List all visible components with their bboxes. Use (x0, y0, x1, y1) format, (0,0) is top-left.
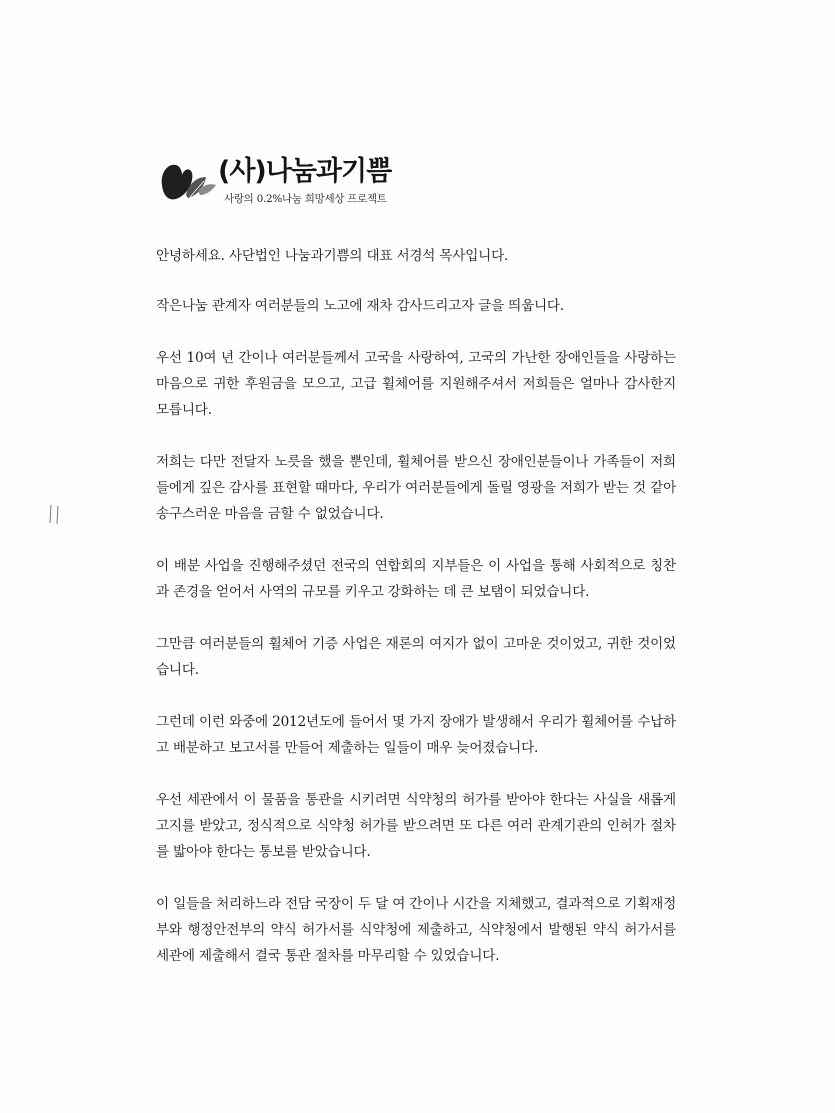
letter-paragraph: 우선 10여 년 간이나 여러분들께서 고국을 사랑하여, 고국의 가난한 장애인들을 사랑하는 마음으로 귀한 후원금을 모으고, 고급 휠체어를 지원해주셔서 저희들은 얼마나 감사한지 모릅니다. (156, 350, 676, 418)
greeting-paragraph: 안녕하세요. 사단법인 나눔과기쁨의 대표 서경석 목사입니다. (156, 248, 509, 264)
letter-paragraph: 이 배분 사업을 진행해주셨던 전국의 연합회의 지부들은 이 사업을 통해 사회적으로 칭찬과 존경을 얻어서 사역의 규모를 키우고 강화하는 데 큰 보탬이 되었습니다. (156, 558, 676, 600)
organization-name: (사)나눔과기쁨 (218, 156, 392, 187)
letter-paragraph: 그런데 이런 와중에 2012년도에 들어서 몇 가지 장애가 발생해서 우리가 휠체어를 수납하고 배분하고 보고서를 만들어 제출하는 일들이 매우 늦어졌습니다. (156, 714, 676, 756)
pen-mark-icon (46, 503, 66, 525)
letter-body (156, 243, 676, 995)
letter-paragraph: 우선 세관에서 이 물품을 통관을 시키려면 식약청의 허가를 받아야 한다는 사실을 새롭게 고지를 받았고, 정식적으로 식약청 허가를 받으려면 또 다른 여러 관계기관의 인허가 절차를 밟아야 한다는 통보를 받았습니다. (156, 792, 676, 860)
organization-tagline: 사랑의 0.2%나눔 희망세상 프로젝트 (224, 193, 387, 205)
letter-paragraph: 그만큼 여러분들의 휠체어 기증 사업은 재론의 여지가 없이 고마운 것이었고, 귀한 것이었습니다. (156, 636, 676, 678)
letter-paragraph: 이 일들을 처리하느라 전담 국장이 두 달 여 간이나 시간을 지체했고, 결과적으로 기획재정부와 행정안전부의 약식 허가서를 식약청에 제출하고, 식약청에서 발행된 약식 허가서를 세관에 제출해서 결국 통관 절차를 마무리할 수 있었습니다. (156, 896, 676, 964)
organization-logo (158, 155, 418, 215)
letter-paragraph: 저희는 다만 전달자 노릇을 했을 뿐인데, 휠체어를 받으신 장애인분들이나 가족들이 저희들에게 깊은 감사를 표현할 때마다, 우리가 여러분들에게 돌릴 영광을 저희가 받는 것 같아 송구스러운 마음을 금할 수 없었습니다. (156, 454, 676, 522)
hands-leaf-icon (158, 155, 218, 205)
letter-paragraph: 작은나눔 관계자 여러분들의 노고에 재차 감사드리고자 글을 띄웁니다. (156, 298, 564, 314)
